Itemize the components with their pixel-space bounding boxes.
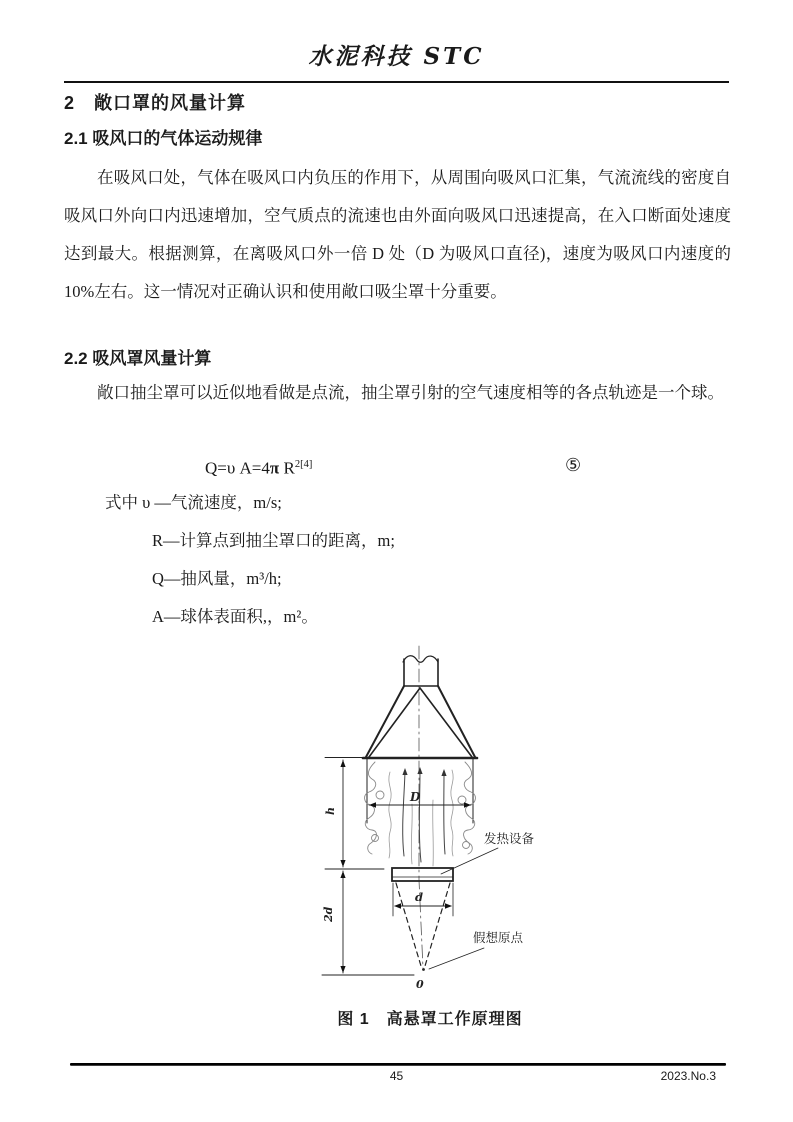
airflow-arrows (402, 767, 446, 862)
where-item-airflow: Q—抽风量，m³/h; (152, 569, 282, 588)
footer-rule (70, 1063, 726, 1065)
where-item-distance: R—计算点到抽尘罩口的距离，m; (152, 531, 395, 550)
where-item-area: A—球体表面积,，m²。 (152, 607, 318, 626)
label-origin-0: 0 (416, 978, 424, 991)
formula-pi: π (269, 458, 280, 478)
where-item-velocity: 式中 υ —气流速度，m/s; (105, 493, 282, 512)
paragraph-airflow-law: 在吸风口处，气体在吸风口内负压的作用下，从周围向吸风口汇集，气流流线的密度自吸风口外向口内迅速增加，空气质点的流速也由外面向吸风口迅速提高，在入口断面处速度达到最大。根据测算，在离吸风口外一倍 D 处（D 为吸风口直径)，速度为吸风口内速度的 10%左右。这一情况对正确认识和使用敞口吸尘罩十分重要。 (64, 168, 731, 301)
label-D: D (410, 790, 421, 804)
label-imaginary-origin: 假想原点 (473, 930, 524, 945)
label-h: h (324, 807, 337, 815)
label-heating-device: 发热设备 (484, 831, 535, 846)
formula-superscript: 2[4] (294, 459, 313, 470)
header-rule (64, 81, 729, 83)
page-number: 45 (389, 1069, 404, 1083)
formula-r: R (279, 458, 295, 478)
duct (403, 656, 438, 686)
left-dimensions (322, 758, 414, 976)
formula-row (64, 446, 731, 484)
figure-caption: 图 1 高悬罩工作原理图 (337, 1011, 523, 1028)
label-2d: 2d (322, 906, 335, 922)
heating-device (392, 831, 535, 881)
dimension-d (393, 883, 453, 916)
dimension-D (369, 790, 471, 808)
formula-expression (205, 446, 312, 488)
issue-number: 2023.No.3 (660, 1069, 716, 1083)
journal-title: 水泥科技 STC (308, 43, 485, 70)
section-2-2-heading: 2.2 吸风罩风量计算 (64, 349, 212, 368)
paragraph-hood-flow: 敞口抽尘罩可以近似地看做是点流，抽尘罩引射的空气速度相等的各点轨迹是一个球。 (97, 383, 724, 402)
section-2-heading: 2 敞口罩的风量计算 (64, 93, 247, 113)
figure-hood-diagram (315, 644, 545, 1000)
formula-lhs: Q=υ A=4 (205, 458, 270, 478)
origin-point (422, 968, 425, 971)
imaginary-origin-leader (429, 948, 484, 969)
label-d: d (415, 890, 424, 904)
equation-number: ⑤ (565, 455, 582, 475)
section-2-1-heading: 2.1 吸风口的气体运动规律 (64, 129, 263, 148)
